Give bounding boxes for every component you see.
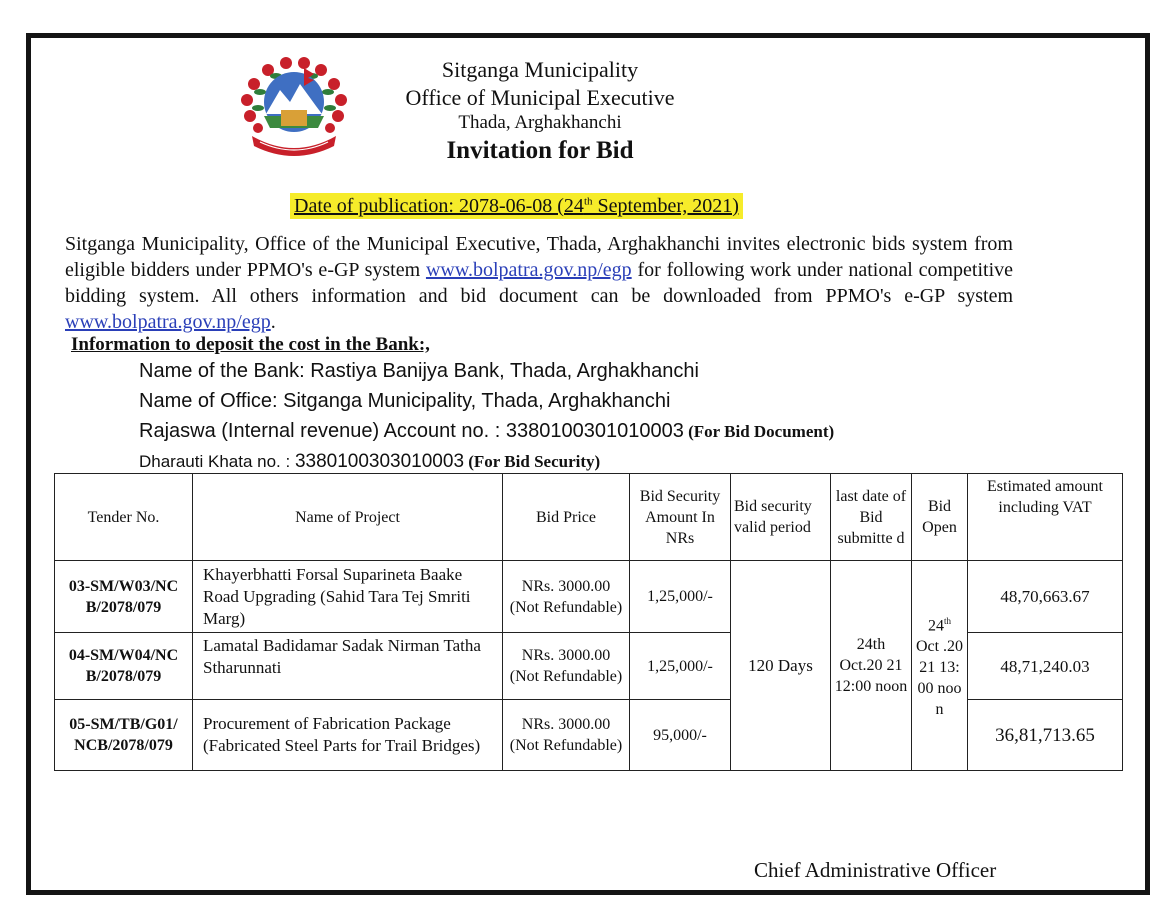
project-cell: Procurement of Fabrication Package (Fabricated Steel Parts for Trail Bridges) (193, 700, 503, 771)
security-amount-cell: 95,000/- (630, 700, 731, 771)
bid-table (54, 473, 1123, 771)
intro-paragraph: Sitganga Municipality, Office of the Municipal Executive, Thada, Arghakhanchi invites electronic bids system from eligible bidders under PPMO's e-GP system www.bolpatra.gov.np/egp for following work under national competitive bidding system. All others information and bid document can be downloaded from PPMO's e-GP system www.bolpatra.gov.np/egp. (65, 233, 1014, 333)
valid-period-cell: 120 Days (731, 561, 831, 771)
table-row (55, 561, 1123, 633)
estimate-cell: 36,81,713.65 (968, 700, 1123, 771)
header-tender-no: Tender No. (55, 474, 193, 561)
project-cell: Lamatal Badidamar Sadak Nirman Tatha Stharunnati (193, 633, 503, 700)
security-account: Dharauti Khata no. : 3380100303010003 (For Bid Security) (139, 451, 601, 472)
table-header-row (55, 474, 1123, 561)
header-last-date: last date of Bid submitte d (831, 474, 912, 561)
header-estimate: Estimated amount including VAT (968, 474, 1123, 561)
bid-price-cell: NRs. 3000.00 (Not Refundable) (503, 561, 630, 633)
header-bid-open: Bid Open (912, 474, 968, 561)
bid-price-cell: NRs. 3000.00 (Not Refundable) (503, 633, 630, 700)
revenue-account: Rajaswa (Internal revenue) Account no. : 3380100301010003 (For Bid Document) (139, 420, 835, 442)
project-cell: Khayerbhatti Forsal Suparineta Baake Road Upgrading (Sahid Tara Tej Smriti Marg) (193, 561, 503, 633)
header-project: Name of Project (193, 474, 503, 561)
nepal-emblem-icon (238, 56, 350, 156)
signature-line: Chief Administrative Officer (754, 858, 997, 882)
security-amount-cell: 1,25,000/- (630, 561, 731, 633)
publication-date: Date of publication: 2078-06-08 (24th September, 2021) (290, 193, 743, 219)
office-account-name: Name of Office: Sitganga Municipality, Thada, Arghakhanchi (139, 390, 671, 412)
office-address: Thada, Arghakhanchi (458, 112, 622, 133)
bid-open-cell: 24th Oct .20 21 13: 00 noo n (912, 561, 968, 771)
bid-price-cell: NRs. 3000.00 (Not Refundable) (503, 700, 630, 771)
security-amount-cell: 1,25,000/- (630, 633, 731, 700)
municipality-name: Sitganga Municipality (441, 57, 639, 82)
last-date-cell: 24th Oct.20 21 12:00 noon (831, 561, 912, 771)
header-valid-period: Bid security valid period (731, 474, 831, 561)
estimate-cell: 48,70,663.67 (968, 561, 1123, 633)
egp-link[interactable]: www.bolpatra.gov.np/egp (425, 259, 632, 281)
header-bid-price: Bid Price (503, 474, 630, 561)
tender-no-cell: 04-SM/W04/NC B/2078/079 (55, 633, 193, 700)
tender-no-cell: 05-SM/TB/G01/ NCB/2078/079 (55, 700, 193, 771)
deposit-heading: Information to deposit the cost in the Bank:, (71, 334, 430, 355)
header-security-amount: Bid Security Amount In NRs (630, 474, 731, 561)
notice-title: Invitation for Bid (446, 137, 634, 164)
bank-name: Name of the Bank: Rastiya Banijya Bank, Thada, Arghakhanchi (139, 360, 699, 382)
estimate-cell: 48,71,240.03 (968, 633, 1123, 700)
egp-link[interactable]: www.bolpatra.gov.np/egp (65, 311, 271, 333)
office-name: Office of Municipal Executive (405, 85, 675, 110)
tender-no-cell: 03-SM/W03/NC B/2078/079 (55, 561, 193, 633)
